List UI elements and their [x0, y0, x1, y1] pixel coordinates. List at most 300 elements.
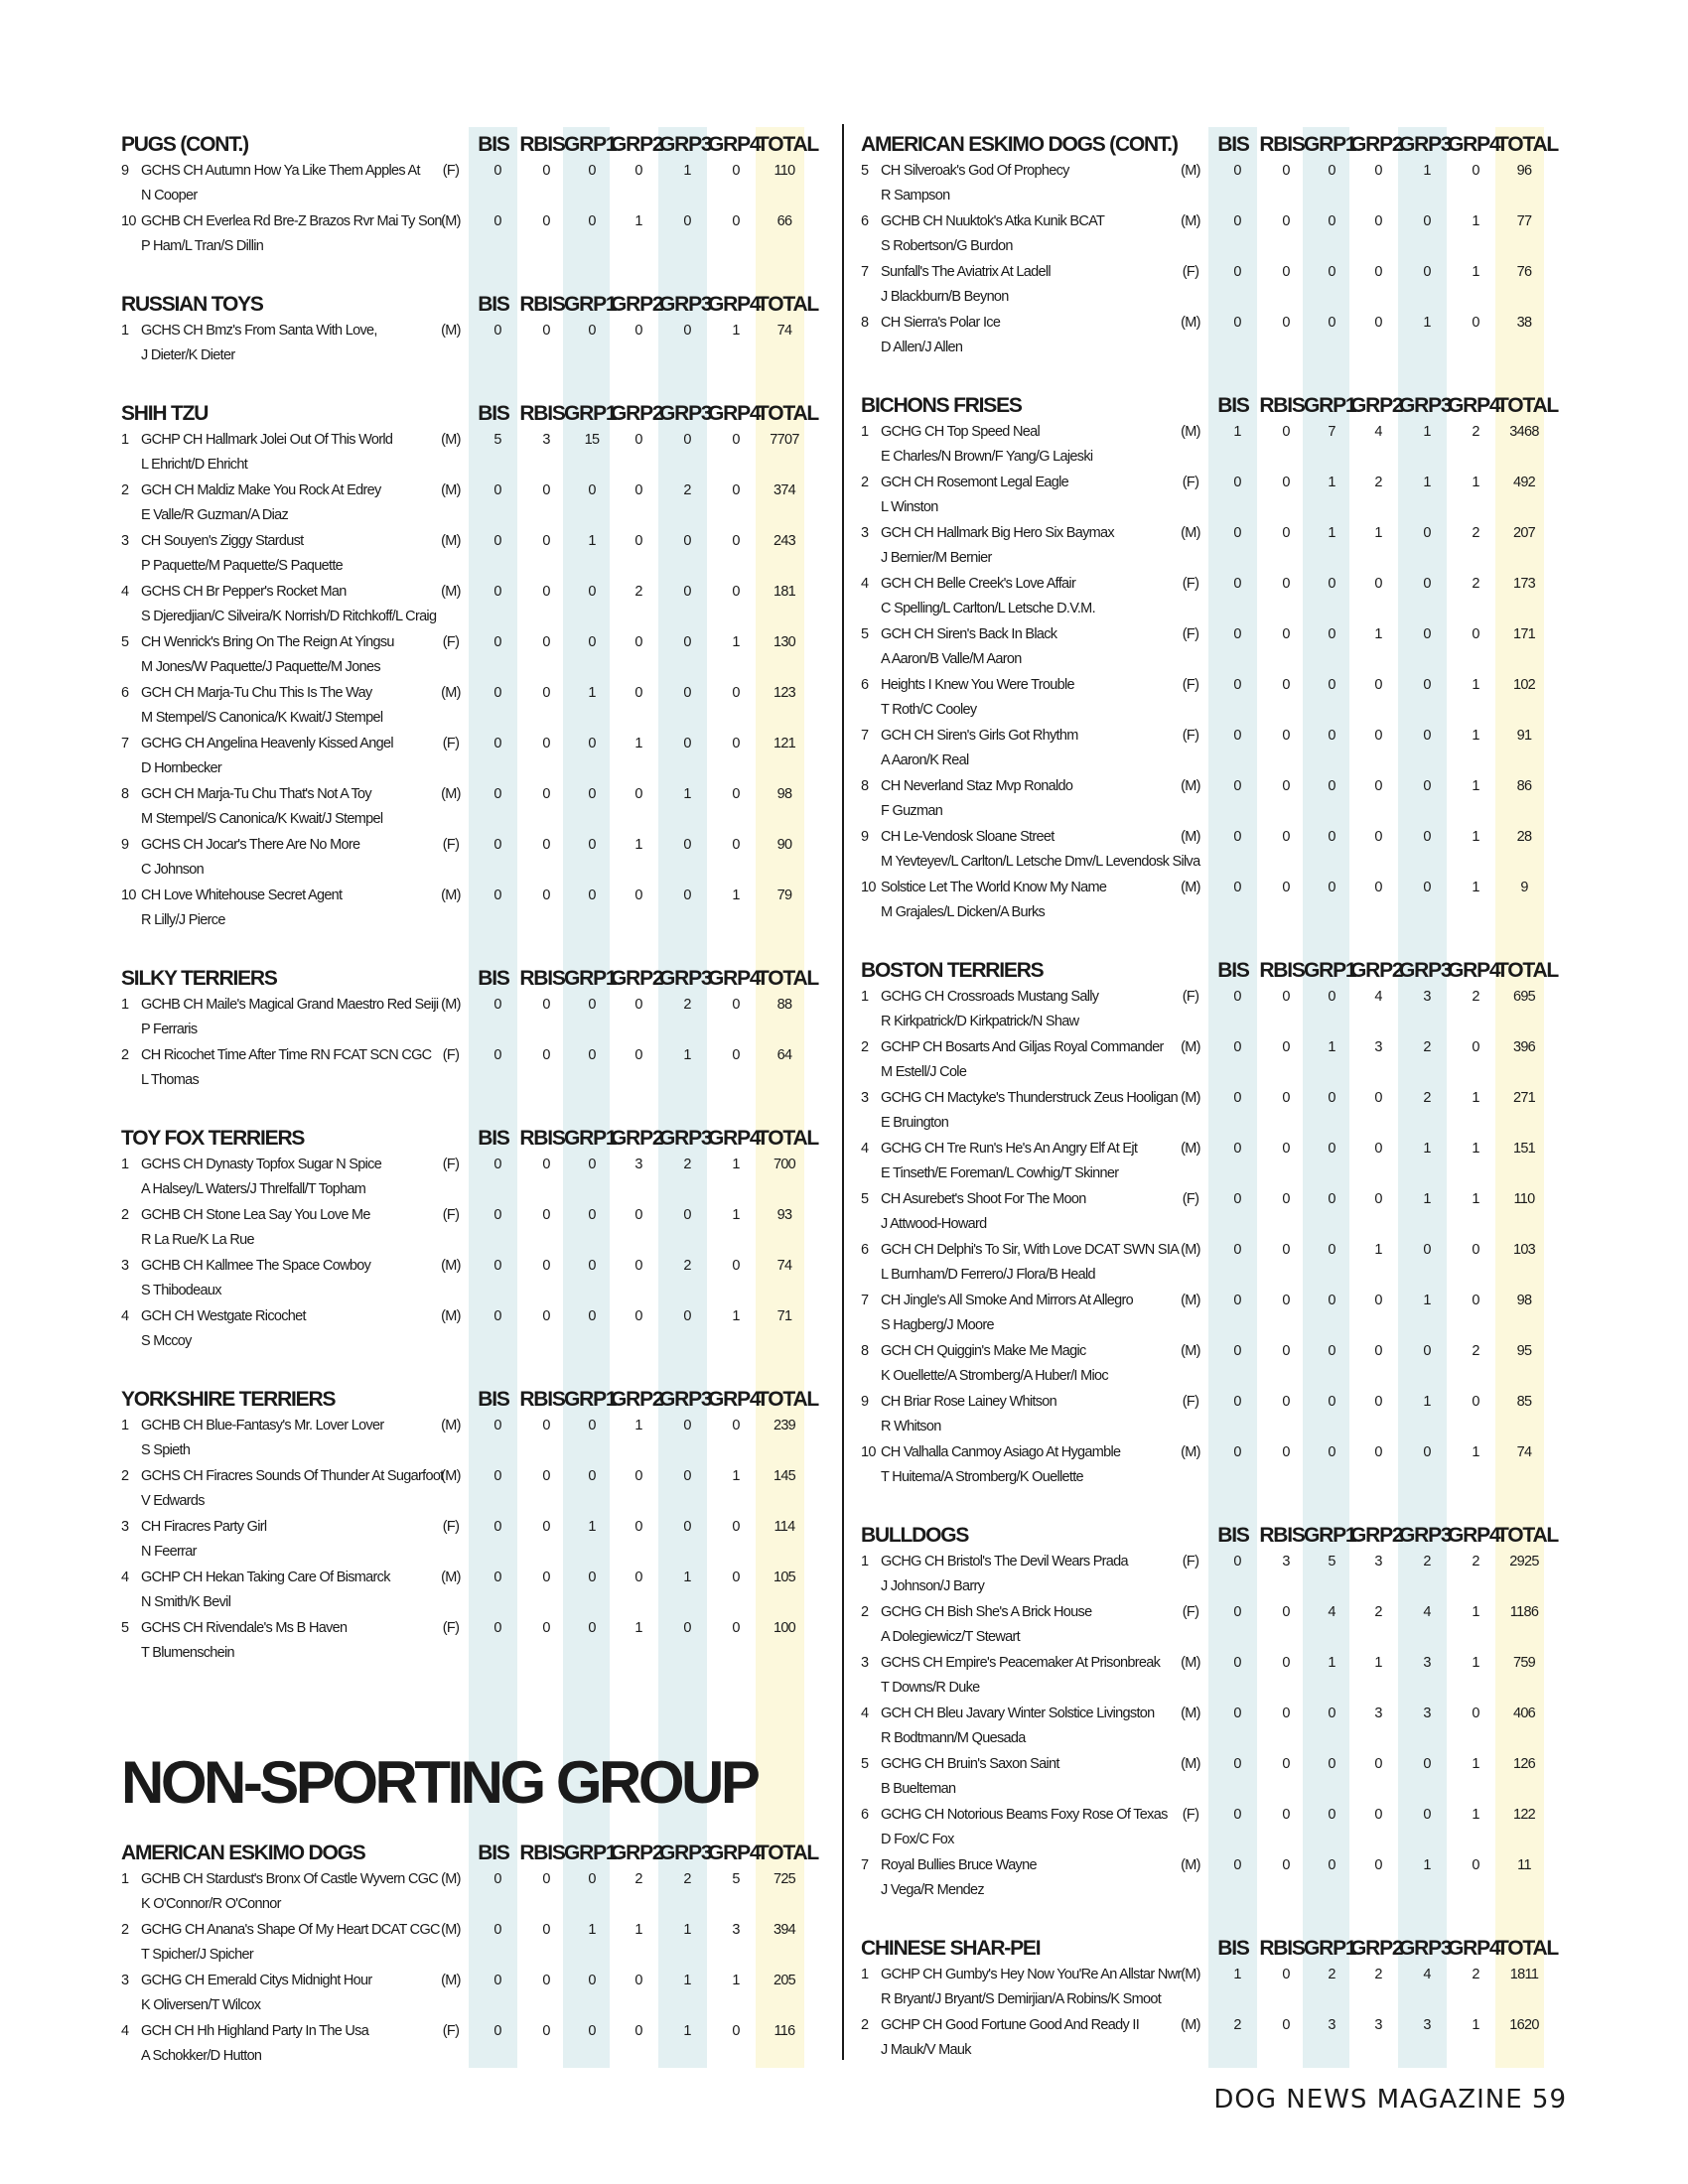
- rank-number: 1: [121, 432, 129, 448]
- stat-rbis: 0: [1282, 626, 1290, 642]
- stat-bis: 0: [493, 163, 501, 179]
- table-row: [121, 2021, 831, 2072]
- rank-number: 7: [121, 736, 129, 751]
- table-row: [861, 1037, 1571, 1088]
- stat-grp3: 1: [683, 1047, 691, 1063]
- stat-rbis: 0: [542, 837, 550, 853]
- sex-marker: (M): [1181, 424, 1200, 440]
- column-header-bis: BIS: [1217, 1524, 1249, 1547]
- stat-bis: 0: [1233, 264, 1241, 280]
- stat-grp2: 3: [1374, 1706, 1382, 1721]
- column-header-total: TOTAL: [1496, 1937, 1559, 1960]
- stat-grp2: 0: [634, 482, 642, 498]
- stat-total: 3468: [1509, 424, 1539, 440]
- stat-grp4: 1: [1472, 1807, 1479, 1823]
- column-header-grp4: GRP4: [708, 402, 761, 425]
- table-row: [861, 1602, 1571, 1653]
- stat-total: 695: [1512, 989, 1536, 1005]
- stat-grp2: 1: [1374, 1242, 1382, 1258]
- left-sections: [121, 127, 831, 1669]
- stat-grp1: 0: [588, 887, 596, 903]
- stat-grp4: 0: [1472, 1293, 1479, 1308]
- stat-grp2: 0: [634, 533, 642, 549]
- table-row: [121, 995, 831, 1045]
- stat-grp4: 0: [732, 163, 740, 179]
- stat-grp1: 0: [588, 1047, 596, 1063]
- column-header-rbis: RBIS: [1259, 1937, 1305, 1960]
- rank-number: 6: [861, 677, 869, 693]
- sex-marker: (M): [441, 323, 461, 339]
- column-header-grp2: GRP2: [611, 133, 663, 156]
- stat-total: 90: [776, 837, 792, 853]
- rank-number: 1: [861, 989, 869, 1005]
- sex-marker: (M): [441, 1468, 461, 1484]
- stat-rbis: 0: [1282, 1706, 1290, 1721]
- table-row: [861, 675, 1571, 726]
- table-row: [121, 1045, 831, 1096]
- breed-section: [121, 287, 831, 371]
- stat-grp4: 2: [1472, 525, 1479, 541]
- stat-total: 1186: [1509, 1604, 1539, 1620]
- column-header-grp1: GRP1: [564, 402, 617, 425]
- stat-total: 205: [773, 1973, 796, 1988]
- stat-grp2: 0: [634, 997, 642, 1013]
- owner-names: T Spicher/J Spicher: [141, 1947, 253, 1963]
- stat-rbis: 0: [542, 736, 550, 751]
- owner-names: E Charles/N Brown/F Yang/G Lajeski: [881, 449, 1093, 465]
- stat-grp3: 1: [1423, 424, 1431, 440]
- dog-name: GCHG CH Tre Run's He's An Angry Elf At Ejt: [881, 1141, 1138, 1157]
- stat-grp3: 0: [683, 1207, 691, 1223]
- sex-marker: (M): [441, 213, 461, 229]
- stat-total: 492: [1512, 475, 1536, 490]
- dog-name: GCHG CH Bish She's A Brick House: [881, 1604, 1092, 1620]
- table-row: [121, 480, 831, 531]
- stat-rbis: 0: [1282, 163, 1290, 179]
- sex-marker: (M): [1181, 1343, 1200, 1359]
- stat-rbis: 0: [542, 163, 550, 179]
- stat-grp2: 0: [1374, 1807, 1382, 1823]
- right-sections: [861, 127, 1571, 2066]
- stat-total: 95: [1516, 1343, 1532, 1359]
- column-header-rbis: RBIS: [519, 133, 565, 156]
- sex-marker: (M): [1181, 880, 1200, 895]
- stat-grp2: 0: [1374, 880, 1382, 895]
- table-row: [121, 1205, 831, 1256]
- stat-grp3: 0: [683, 634, 691, 650]
- stat-total: 7707: [770, 432, 799, 448]
- table-row: [121, 1568, 831, 1618]
- column-header-grp2: GRP2: [1350, 1524, 1403, 1547]
- stat-grp4: 1: [1472, 778, 1479, 794]
- owner-names: M Stempel/S Canonica/K Kwait/J Stempel: [141, 710, 383, 726]
- column-header-total: TOTAL: [1496, 133, 1559, 156]
- owner-names: N Cooper: [141, 188, 198, 204]
- stat-grp2: 3: [634, 1157, 642, 1172]
- stat-grp4: 0: [1472, 626, 1479, 642]
- stat-total: 700: [773, 1157, 796, 1172]
- column-header-grp3: GRP3: [1399, 1937, 1452, 1960]
- column-header-grp2: GRP2: [1350, 133, 1403, 156]
- stat-bis: 0: [493, 1871, 501, 1887]
- owner-names: M Estell/J Cole: [881, 1064, 967, 1080]
- stat-grp4: 1: [1472, 677, 1479, 693]
- stat-bis: 0: [1233, 1444, 1241, 1460]
- stat-grp2: 4: [1374, 424, 1382, 440]
- stat-grp4: 1: [1472, 1604, 1479, 1620]
- stat-bis: 0: [1233, 1756, 1241, 1772]
- column-header-rbis: RBIS: [1259, 394, 1305, 417]
- stat-grp4: 1: [732, 1468, 740, 1484]
- sex-marker: (F): [442, 1157, 460, 1172]
- stat-total: 173: [1512, 576, 1536, 592]
- stat-grp1: 0: [1328, 576, 1336, 592]
- sex-marker: (F): [1182, 1604, 1199, 1620]
- table-row: [861, 1341, 1571, 1392]
- stat-grp4: 3: [732, 1922, 740, 1938]
- table-row: [121, 1971, 831, 2021]
- stat-grp1: 0: [588, 837, 596, 853]
- dog-name: Royal Bullies Bruce Wayne: [881, 1857, 1037, 1873]
- stat-grp2: 1: [634, 736, 642, 751]
- owner-names: R Kirkpatrick/D Kirkpatrick/N Shaw: [881, 1014, 1079, 1029]
- column-header-grp4: GRP4: [708, 1127, 761, 1150]
- stat-grp3: 1: [1423, 163, 1431, 179]
- breed-name: SILKY TERRIERS: [121, 967, 277, 990]
- stat-grp2: 1: [634, 1922, 642, 1938]
- stat-grp3: 4: [1423, 1967, 1431, 1982]
- stat-grp1: 0: [1328, 1857, 1336, 1873]
- left-sections-after: [121, 1836, 831, 2072]
- stat-bis: 0: [1233, 315, 1241, 331]
- stat-grp4: 1: [1472, 1141, 1479, 1157]
- stat-total: 126: [1512, 1756, 1536, 1772]
- stat-total: 396: [1512, 1039, 1536, 1055]
- dog-name: GCHG CH Anana's Shape Of My Heart DCAT CGC: [141, 1922, 440, 1938]
- stat-grp1: 0: [1328, 880, 1336, 895]
- rank-number: 1: [121, 323, 129, 339]
- column-header-grp2: GRP2: [611, 1842, 663, 1864]
- column-divider: [842, 124, 844, 2060]
- stat-grp3: 0: [1423, 778, 1431, 794]
- dog-name: GCHP CH Hallmark Jolei Out Of This World: [141, 432, 393, 448]
- breed-header: [121, 1836, 831, 1869]
- stat-rbis: 0: [1282, 677, 1290, 693]
- breed-name: PUGS (CONT.): [121, 133, 248, 156]
- table-row: [121, 321, 831, 371]
- breed-header: [121, 1121, 831, 1155]
- stat-grp3: 0: [1423, 1343, 1431, 1359]
- stat-rbis: 0: [542, 584, 550, 600]
- sex-marker: (M): [1181, 829, 1200, 845]
- stat-rbis: 0: [542, 1308, 550, 1324]
- sex-marker: (F): [442, 1519, 460, 1535]
- stat-grp4: 2: [1472, 1967, 1479, 1982]
- breed-name: AMERICAN ESKIMO DOGS (CONT.): [861, 133, 1178, 156]
- column-header-grp4: GRP4: [1448, 959, 1500, 982]
- stat-grp1: 0: [1328, 1807, 1336, 1823]
- stat-grp3: 2: [1423, 1039, 1431, 1055]
- owner-names: S Hagberg/J Moore: [881, 1317, 994, 1333]
- sex-marker: (M): [1181, 2017, 1200, 2033]
- rank-number: 5: [861, 1191, 869, 1207]
- stat-bis: 2: [1233, 2017, 1241, 2033]
- stat-total: 38: [1516, 315, 1532, 331]
- stat-grp1: 1: [588, 685, 596, 701]
- rank-number: 8: [861, 315, 869, 331]
- stat-grp1: 0: [1328, 163, 1336, 179]
- stat-rbis: 0: [542, 1519, 550, 1535]
- sex-marker: (F): [442, 634, 460, 650]
- stat-rbis: 0: [542, 1620, 550, 1636]
- stat-grp3: 1: [1423, 1857, 1431, 1873]
- stat-rbis: 0: [1282, 728, 1290, 744]
- stat-grp2: 3: [1374, 1039, 1382, 1055]
- column-header-grp2: GRP2: [1350, 1937, 1403, 1960]
- stat-bis: 0: [1233, 1191, 1241, 1207]
- table-row: [861, 523, 1571, 574]
- stat-bis: 0: [1233, 1141, 1241, 1157]
- dog-name: GCHG CH Mactyke's Thunderstruck Zeus Hooligan: [881, 1090, 1178, 1106]
- stat-grp1: 0: [588, 1207, 596, 1223]
- dog-name: CH Neverland Staz Mvp Ronaldo: [881, 778, 1073, 794]
- table-row: [121, 1869, 831, 1920]
- stat-bis: 0: [1233, 576, 1241, 592]
- column-header-rbis: RBIS: [519, 1842, 565, 1864]
- rank-number: 1: [861, 1967, 869, 1982]
- owner-names: V Edwards: [141, 1493, 205, 1509]
- stat-grp1: 0: [1328, 1090, 1336, 1106]
- stat-bis: 0: [1233, 626, 1241, 642]
- column-header-grp3: GRP3: [659, 1388, 712, 1411]
- stat-bis: 0: [493, 685, 501, 701]
- stat-grp1: 0: [1328, 778, 1336, 794]
- stat-total: 77: [1516, 213, 1532, 229]
- sex-marker: (M): [441, 533, 461, 549]
- stat-bis: 0: [493, 584, 501, 600]
- column-header-rbis: RBIS: [519, 1127, 565, 1150]
- stat-rbis: 0: [542, 887, 550, 903]
- column-header-grp1: GRP1: [564, 133, 617, 156]
- stat-rbis: 0: [1282, 2017, 1290, 2033]
- column-header-grp4: GRP4: [708, 1388, 761, 1411]
- stat-grp2: 0: [1374, 1756, 1382, 1772]
- sex-marker: (F): [442, 1207, 460, 1223]
- stat-rbis: 0: [1282, 1191, 1290, 1207]
- owner-names: C Johnson: [141, 862, 205, 878]
- stat-total: 374: [773, 482, 796, 498]
- column-header-bis: BIS: [478, 967, 509, 990]
- dog-name: GCHS CH Jocar's There Are No More: [141, 837, 360, 853]
- table-row: [861, 422, 1571, 473]
- rank-number: 2: [121, 482, 129, 498]
- dog-name: CH Asurebet's Shoot For The Moon: [881, 1191, 1086, 1207]
- stat-total: 145: [773, 1468, 796, 1484]
- dog-name: GCH CH Westgate Ricochet: [141, 1308, 306, 1324]
- table-row: [121, 886, 831, 936]
- stat-grp2: 1: [634, 213, 642, 229]
- table-row: [861, 624, 1571, 675]
- stat-rbis: 0: [1282, 829, 1290, 845]
- rank-number: 2: [861, 1604, 869, 1620]
- stat-grp2: 0: [634, 432, 642, 448]
- dog-name: GCH CH Siren's Back In Black: [881, 626, 1057, 642]
- sex-marker: (M): [441, 786, 461, 802]
- stat-rbis: 0: [1282, 475, 1290, 490]
- stat-grp2: 0: [634, 1047, 642, 1063]
- stat-bis: 0: [493, 1973, 501, 1988]
- stat-rbis: 0: [542, 323, 550, 339]
- table-row: [121, 582, 831, 632]
- stat-grp3: 1: [683, 1973, 691, 1988]
- stat-grp2: 0: [634, 1308, 642, 1324]
- stat-grp1: 1: [588, 1922, 596, 1938]
- stat-grp1: 0: [1328, 1141, 1336, 1157]
- stat-grp3: 0: [1423, 880, 1431, 895]
- table-row: [121, 835, 831, 886]
- table-row: [861, 1965, 1571, 2015]
- table-row: [861, 1189, 1571, 1240]
- stat-grp2: 0: [634, 685, 642, 701]
- stat-grp2: 0: [634, 1468, 642, 1484]
- table-row: [121, 784, 831, 835]
- stat-grp1: 0: [588, 213, 596, 229]
- stat-rbis: 0: [542, 634, 550, 650]
- sex-marker: (M): [441, 1418, 461, 1433]
- breed-name: SHIH TZU: [121, 402, 209, 425]
- rank-number: 4: [121, 584, 129, 600]
- sex-marker: (M): [1181, 1967, 1200, 1982]
- table-row: [861, 473, 1571, 523]
- owner-names: C Spelling/L Carlton/L Letsche D.V.M.: [881, 601, 1095, 616]
- stat-grp4: 0: [732, 685, 740, 701]
- column-header-grp4: GRP4: [1448, 394, 1500, 417]
- dog-name: GCHP CH Hekan Taking Care Of Bismarck: [141, 1570, 390, 1585]
- column-header-rbis: RBIS: [519, 293, 565, 316]
- stat-bis: 0: [1233, 778, 1241, 794]
- stat-rbis: 0: [542, 1207, 550, 1223]
- stat-grp4: 1: [1472, 1191, 1479, 1207]
- column-header-rbis: RBIS: [1259, 1524, 1305, 1547]
- column-header-grp1: GRP1: [1304, 1937, 1356, 1960]
- table-row: [861, 1392, 1571, 1442]
- rank-number: 1: [121, 1871, 129, 1887]
- breed-section: [121, 396, 831, 936]
- column-header-grp4: GRP4: [1448, 133, 1500, 156]
- owner-names: T Roth/C Cooley: [881, 702, 977, 718]
- rank-number: 8: [121, 786, 129, 802]
- column-header-bis: BIS: [478, 133, 509, 156]
- owner-names: J Bernier/M Bernier: [881, 550, 992, 566]
- table-row: [121, 1155, 831, 1205]
- stat-grp1: 0: [1328, 264, 1336, 280]
- breed-header: [861, 127, 1571, 161]
- sex-marker: (F): [442, 837, 460, 853]
- stat-bis: 0: [1233, 1394, 1241, 1410]
- stat-bis: 0: [1233, 475, 1241, 490]
- column-header-rbis: RBIS: [519, 1388, 565, 1411]
- sex-marker: (M): [1181, 163, 1200, 179]
- stat-rbis: 0: [1282, 989, 1290, 1005]
- table-row: [121, 1306, 831, 1357]
- stat-grp1: 4: [1328, 1604, 1336, 1620]
- table-row: [121, 1256, 831, 1306]
- stat-grp1: 0: [588, 736, 596, 751]
- rank-number: 4: [121, 2023, 129, 2039]
- owner-names: A Dolegiewicz/T Stewart: [881, 1629, 1020, 1645]
- stat-grp1: 0: [1328, 1191, 1336, 1207]
- dog-name: GCHS CH Bmz's From Santa With Love,: [141, 323, 377, 339]
- stat-grp2: 0: [1374, 677, 1382, 693]
- stat-bis: 0: [1233, 213, 1241, 229]
- stat-grp4: 5: [732, 1871, 740, 1887]
- stat-grp4: 0: [1472, 1039, 1479, 1055]
- rank-number: 2: [861, 2017, 869, 2033]
- column-header-grp1: GRP1: [1304, 959, 1356, 982]
- stat-grp1: 0: [1328, 315, 1336, 331]
- stat-grp2: 0: [1374, 264, 1382, 280]
- stat-grp2: 1: [1374, 1655, 1382, 1671]
- stat-grp3: 0: [683, 533, 691, 549]
- stat-grp4: 0: [732, 786, 740, 802]
- rank-number: 1: [861, 1554, 869, 1570]
- dog-name: GCHG CH Bristol's The Devil Wears Prada: [881, 1554, 1128, 1570]
- stat-total: 759: [1512, 1655, 1536, 1671]
- column-header-total: TOTAL: [757, 1842, 819, 1864]
- stat-grp1: 0: [588, 1620, 596, 1636]
- breed-header: [121, 1382, 831, 1416]
- owner-names: M Jones/W Paquette/J Paquette/M Jones: [141, 659, 380, 675]
- breed-header: [861, 388, 1571, 422]
- column-header-bis: BIS: [478, 402, 509, 425]
- stat-grp4: 0: [732, 1519, 740, 1535]
- stat-rbis: 0: [1282, 1655, 1290, 1671]
- column-header-bis: BIS: [478, 1842, 509, 1864]
- owner-names: A Schokker/D Hutton: [141, 2048, 262, 2064]
- rank-number: 2: [861, 475, 869, 490]
- sex-marker: (F): [1182, 728, 1199, 744]
- stat-grp4: 1: [732, 1308, 740, 1324]
- sex-marker: (F): [1182, 475, 1199, 490]
- stat-grp3: 2: [683, 1157, 691, 1172]
- dog-name: Solstice Let The World Know My Name: [881, 880, 1107, 895]
- stat-grp2: 0: [1374, 778, 1382, 794]
- rank-number: 3: [861, 525, 869, 541]
- dog-name: CH Briar Rose Lainey Whitson: [881, 1394, 1057, 1410]
- stat-grp4: 1: [732, 634, 740, 650]
- stat-grp2: 0: [1374, 1191, 1382, 1207]
- stat-total: 105: [773, 1570, 796, 1585]
- rank-number: 3: [121, 1973, 129, 1988]
- stat-rbis: 0: [542, 533, 550, 549]
- stat-grp3: 0: [683, 736, 691, 751]
- stat-grp3: 0: [683, 213, 691, 229]
- column-header-total: TOTAL: [1496, 1524, 1559, 1547]
- stat-grp4: 2: [1472, 576, 1479, 592]
- stat-grp2: 2: [1374, 475, 1382, 490]
- stat-total: 66: [776, 213, 792, 229]
- breed-section: [121, 1382, 831, 1669]
- table-row: [861, 1653, 1571, 1704]
- dog-name: GCHB CH Nuuktok's Atka Kunik BCAT: [881, 213, 1105, 229]
- stat-total: 79: [776, 887, 792, 903]
- sex-marker: (M): [1181, 213, 1200, 229]
- owner-names: R Bodtmann/M Quesada: [881, 1730, 1026, 1746]
- sex-marker: (M): [1181, 1090, 1200, 1106]
- stat-grp3: 0: [1423, 1756, 1431, 1772]
- stat-bis: 0: [1233, 1604, 1241, 1620]
- stat-bis: 0: [493, 1047, 501, 1063]
